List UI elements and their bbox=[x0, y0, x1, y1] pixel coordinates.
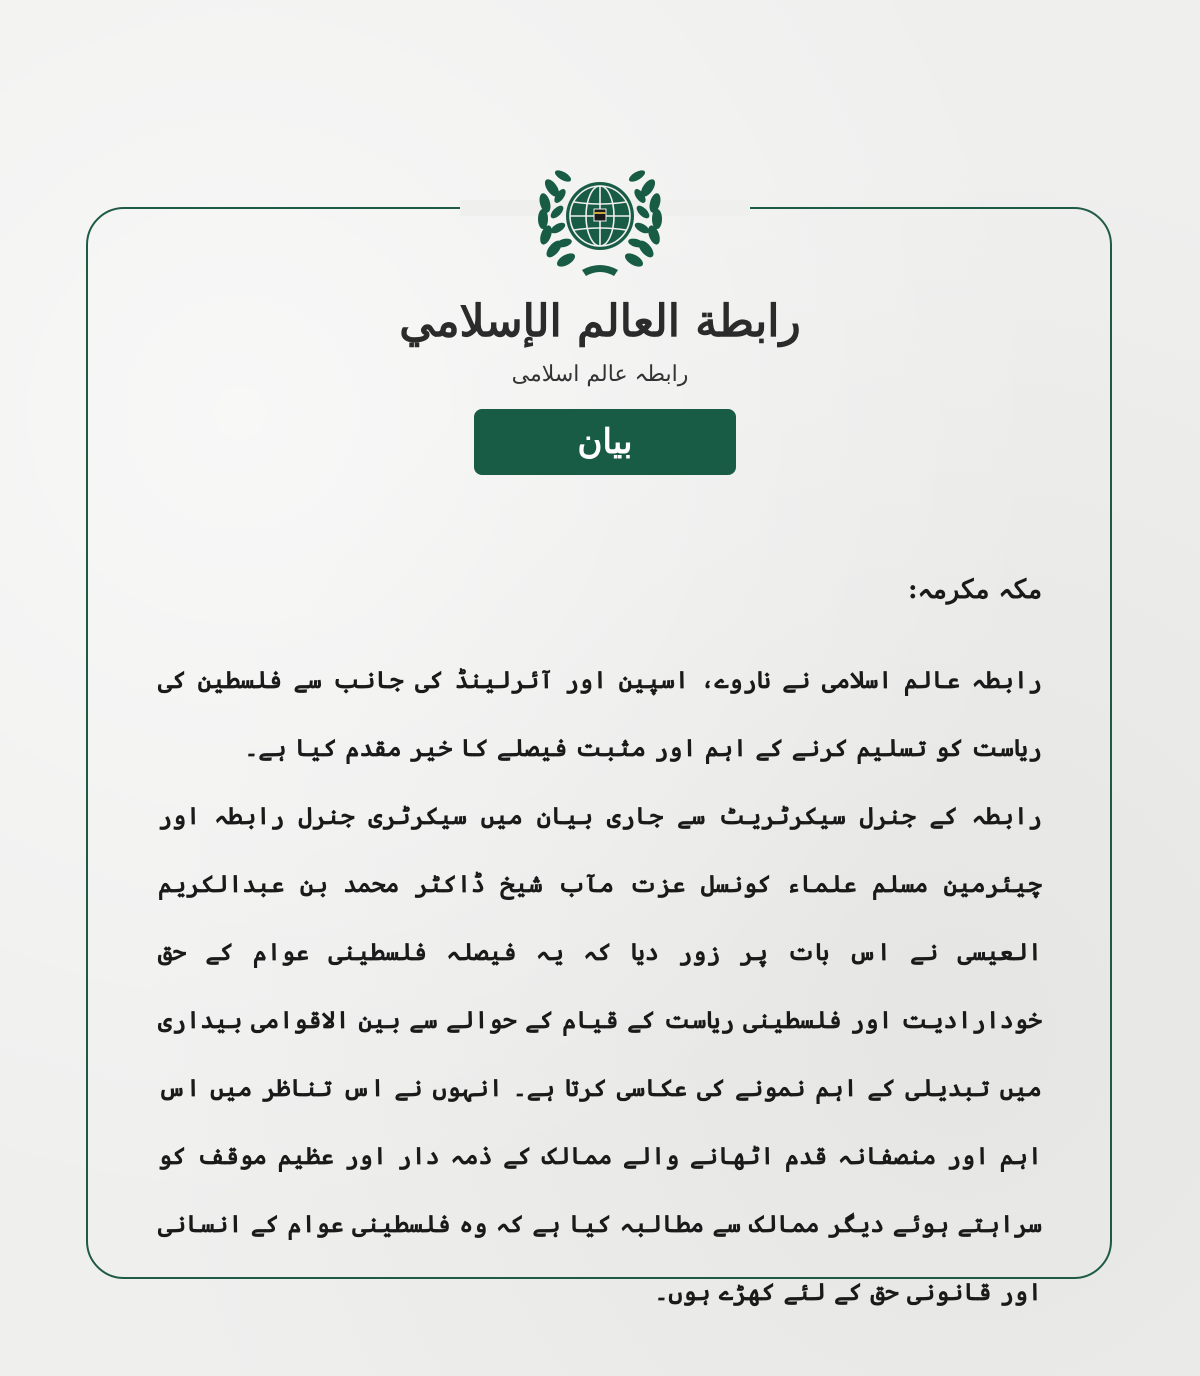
org-name-arabic: رابطة العالم الإسلامي bbox=[399, 296, 801, 347]
statement-badge: بیان bbox=[474, 409, 736, 475]
statement-paragraph: رابطہ کے جنرل سیکرٹریٹ سے جاری بیان میں سیکرٹری جنرل رابطہ اور چیئرمین مسلم علماء کونسل عزت مآب شیخ ڈاکٹر محمد بن عبدالکریم العیسی نے اس بات پر زور دیا کہ یہ فیصلہ فلسطینی عوام کے حق خودارادیت اور فلسطینی ریاست کے قیام کے حوالے سے بین الاقوامی بیداری میں تبدیلی کے اہم نمونے کی عکاسی کرتا ہے۔ انہوں نے اس تناظر میں اس اہم اور منصفانہ قدم اٹھانے والے ممالک کے ذمہ دار اور عظیم موقف کو سراہتے ہوئے دیگر ممالک سے مطالبہ کیا ہے کہ وہ فلسطینی عوام کے انسانی اور قانونی حق کے لئے کھڑے ہوں۔ bbox=[158, 801, 1042, 1306]
globe-laurel-emblem-icon bbox=[530, 148, 670, 288]
statement-paragraph: رابطہ عالم اسلامی نے ناروے، اسپین اور آئرلینڈ کی جانب سے فلسطین کی ریاست کو تسلیم کرنے کے اہم اور مثبت فیصلے کا خیر مقدم کیا ہے۔ bbox=[158, 665, 1042, 762]
globe-icon bbox=[566, 182, 634, 250]
dateline: مکہ مکرمہ: bbox=[908, 575, 1042, 605]
statement-body bbox=[158, 560, 1042, 1326]
org-name-urdu: رابطہ عالم اسلامی bbox=[511, 362, 689, 387]
